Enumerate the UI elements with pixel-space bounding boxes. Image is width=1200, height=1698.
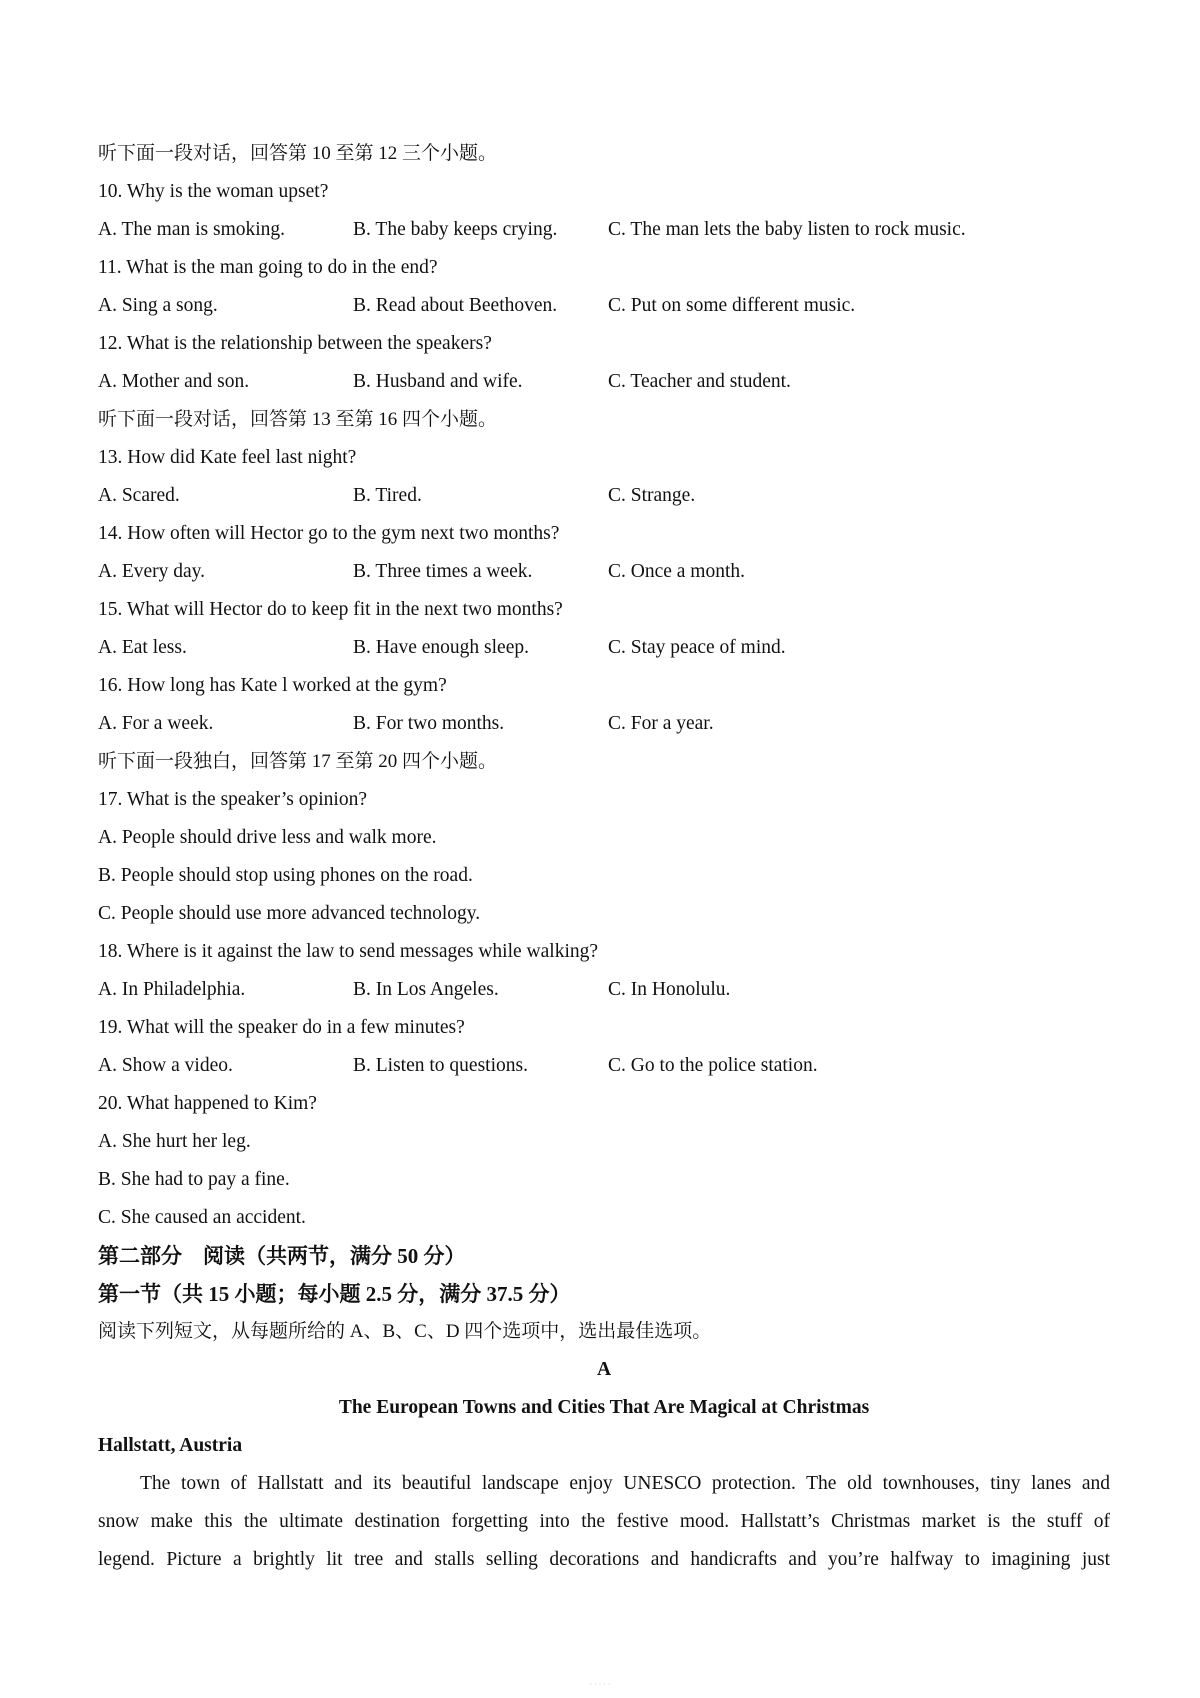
option-b: B. The baby keeps crying. xyxy=(353,219,558,240)
passage-title: The European Towns and Cities That Are Magical at Christmas xyxy=(338,1397,870,1418)
question-stem: 14. How often will Hector go to the gym next two months? xyxy=(98,523,560,544)
question-stem: 13. How did Kate feel last night? xyxy=(98,447,357,468)
option-b: B. Read about Beethoven. xyxy=(353,295,558,316)
option-b: B. Have enough sleep. xyxy=(353,637,529,658)
option-b: B. She had to pay a fine. xyxy=(98,1169,290,1190)
option-a: A. She hurt her leg. xyxy=(98,1131,251,1152)
option-b: B. In Los Angeles. xyxy=(353,979,499,1000)
option-a: A. Show a video. xyxy=(98,1055,233,1076)
question-stem: 18. Where is it against the law to send messages while walking? xyxy=(98,941,599,962)
options-row xyxy=(98,705,1110,743)
exam-page xyxy=(98,135,1110,1579)
option-a: A. Every day. xyxy=(98,561,206,582)
paragraph-line: snow make this the ultimate destination forgetting into the festive mood. Hallstatt’s Christmas market is the stuff of xyxy=(98,1511,1110,1532)
option-b: B. Husband and wife. xyxy=(353,371,523,392)
option-b: B. Three times a week. xyxy=(353,561,533,582)
option-c: C. She caused an accident. xyxy=(98,1207,306,1228)
instruction-q17-20: 听下面一段独白，回答第 17 至第 20 四个小题。 xyxy=(98,751,498,772)
option-a: A. Sing a song. xyxy=(98,295,218,316)
option-c: C. Strange. xyxy=(608,485,696,506)
question-stem: 16. How long has Kate l worked at the gym? xyxy=(98,675,447,696)
option-c: C. Teacher and student. xyxy=(608,371,791,392)
options-row xyxy=(98,553,1110,591)
question-stem: 12. What is the relationship between the speakers? xyxy=(98,333,492,354)
paragraph-line: legend. Picture a brightly lit tree and stalls selling decorations and handicrafts and you’re halfway to imagining just xyxy=(98,1549,1110,1570)
passage-letter: A xyxy=(596,1359,612,1380)
options-row xyxy=(98,287,1110,325)
instruction-q10-12: 听下面一段对话，回答第 10 至第 12 三个小题。 xyxy=(98,143,498,164)
question-stem: 20. What happened to Kim? xyxy=(98,1093,317,1114)
option-c: C. The man lets the baby listen to rock music. xyxy=(608,219,966,240)
options-row xyxy=(98,1047,1110,1085)
options-row xyxy=(98,971,1110,1009)
question-stem: 10. Why is the woman upset? xyxy=(98,181,329,202)
option-b: B. Tired. xyxy=(353,485,422,506)
paragraph-line: The town of Hallstatt and its beautiful landscape enjoy UNESCO protection. The old townhouses, tiny lanes and xyxy=(140,1473,1110,1494)
passage-subheading: Hallstatt, Austria xyxy=(98,1435,243,1456)
instruction-q13-16: 听下面一段对话，回答第 13 至第 16 四个小题。 xyxy=(98,409,498,430)
option-c: C. People should use more advanced technology. xyxy=(98,903,481,924)
option-b: B. People should stop using phones on the road. xyxy=(98,865,473,886)
option-a: A. People should drive less and walk more. xyxy=(98,827,437,848)
question-stem: 11. What is the man going to do in the end? xyxy=(98,257,438,278)
option-b: B. Listen to questions. xyxy=(353,1055,528,1076)
option-a: A. In Philadelphia. xyxy=(98,979,246,1000)
option-c: C. Once a month. xyxy=(608,561,746,582)
option-a: A. For a week. xyxy=(98,713,214,734)
options-row xyxy=(98,477,1110,515)
option-a: A. Eat less. xyxy=(98,637,187,658)
option-c: C. In Honolulu. xyxy=(608,979,731,1000)
option-a: A. The man is smoking. xyxy=(98,219,286,240)
options-row xyxy=(98,363,1110,401)
passage-paragraph xyxy=(98,1465,1110,1579)
option-c: C. Put on some different music. xyxy=(608,295,856,316)
option-c: C. Go to the police station. xyxy=(608,1055,818,1076)
option-b: B. For two months. xyxy=(353,713,505,734)
section-one-heading: 第一节（共 15 小题；每小题 2.5 分，满分 37.5 分） xyxy=(98,1282,571,1306)
option-c: C. For a year. xyxy=(608,713,714,734)
option-a: A. Scared. xyxy=(98,485,180,506)
question-stem: 17. What is the speaker’s opinion? xyxy=(98,789,367,810)
footer-mark: · · · · · xyxy=(589,1680,611,1689)
reading-instruction: 阅读下列短文，从每题所给的 A、B、C、D 四个选项中，选出最佳选项。 xyxy=(98,1321,712,1342)
option-c: C. Stay peace of mind. xyxy=(608,637,786,658)
options-row xyxy=(98,629,1110,667)
question-stem: 19. What will the speaker do in a few minutes? xyxy=(98,1017,465,1038)
options-row xyxy=(98,211,1110,249)
question-stem: 15. What will Hector do to keep fit in the next two months? xyxy=(98,599,563,620)
option-a: A. Mother and son. xyxy=(98,371,250,392)
part-two-heading: 第二部分 阅读（共两节，满分 50 分） xyxy=(98,1244,466,1268)
